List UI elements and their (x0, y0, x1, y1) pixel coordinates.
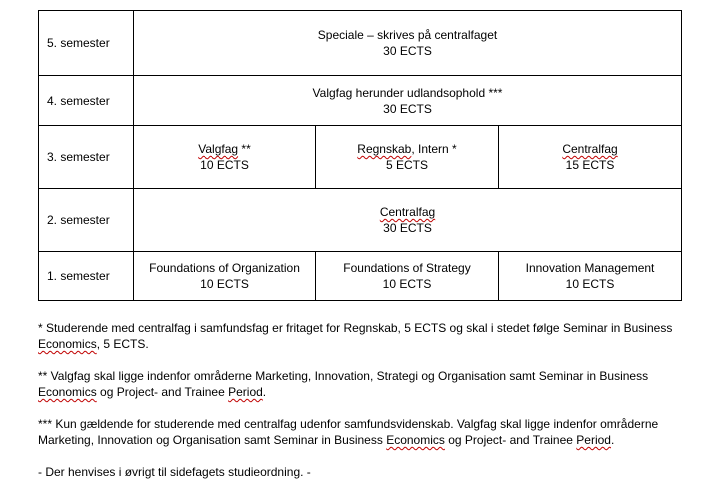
course-cell-foundations-strategy (316, 252, 499, 301)
semester-label: 4. semester (39, 76, 134, 126)
table-row-semester-2 (39, 189, 682, 252)
course-title-word: Centralfag (562, 142, 618, 156)
footnote-flagged-word: Period (576, 433, 611, 447)
table-row-semester-1 (39, 252, 682, 301)
course-cell-foundations-organization (134, 252, 316, 301)
footnote-text: * Studerende med centralfag i samfundsfag er fritaget for Regnskab, 5 ECTS og skal i stedet følge Seminar in Business (38, 321, 673, 335)
footnote-text: *** Kun gældende for studerende med centralfag udenfor samfundsvidenskab. Valgfag skal ligge indenfor områderne Marketing, Innovation og Organisation samt Seminar in Business (38, 417, 659, 447)
course-cell-central-subject (134, 189, 682, 252)
table-row-semester-4 (39, 76, 682, 126)
footnotes (38, 320, 703, 496)
course-ects: 10 ECTS (200, 158, 249, 172)
footnote-flagged-word: Economics (38, 337, 97, 351)
footnote-reference: - Der henvises i øvrigt til sidefagets studieordning. - (38, 465, 311, 479)
table-row-semester-5 (39, 11, 682, 76)
course-title-word: Centralfag (379, 205, 436, 219)
course-cell-central-subject (499, 126, 682, 189)
course-title (499, 141, 681, 157)
course-title (316, 141, 498, 157)
course-title: Foundations of Organization (149, 261, 300, 275)
table-row-semester-3 (39, 126, 682, 189)
footnote-accounting (38, 320, 703, 352)
footnote-text: og Project- and Trainee (444, 433, 577, 447)
footnote-electives (38, 368, 703, 400)
semester-label: 3. semester (39, 126, 134, 189)
course-ects: 5 ECTS (385, 158, 428, 172)
course-title-word: Valgfag (198, 142, 239, 156)
footnote-text: . (610, 433, 615, 447)
footnote-abroad (38, 416, 703, 448)
course-cell-thesis (134, 11, 682, 76)
footnote-flagged-word: Period (228, 385, 263, 399)
course-title: Innovation Management (525, 261, 655, 275)
course-cell-accounting (316, 126, 499, 189)
course-cell-innovation-management (499, 252, 682, 301)
semester-label: 2. semester (39, 189, 134, 252)
course-title (134, 204, 681, 220)
course-ects: 30 ECTS (383, 44, 432, 58)
course-ects: 30 ECTS (383, 101, 432, 116)
course-title: Foundations of Strategy (343, 261, 471, 275)
curriculum-table (38, 10, 682, 301)
footnote-text: , 5 ECTS. (96, 337, 149, 351)
semester-label: 1. semester (39, 252, 134, 301)
course-cell-electives-abroad (134, 76, 682, 126)
course-title: Speciale – skrives på centralfaget (317, 28, 498, 42)
course-ects: 10 ECTS (565, 277, 615, 291)
footnote-text: ** Valgfag skal ligge indenfor områderne Marketing, Innovation, Strategi og Organisation samt Seminar in Business (38, 369, 649, 383)
course-ects: 10 ECTS (200, 277, 249, 291)
footnote-text: . (262, 385, 267, 399)
course-cell-electives (134, 126, 316, 189)
semester-label: 5. semester (39, 11, 134, 76)
course-title-word: Regnskab (357, 142, 412, 156)
course-ects: 15 ECTS (565, 158, 615, 172)
course-title-suffix: , Intern * (411, 142, 457, 156)
course-ects: 10 ECTS (382, 277, 432, 291)
course-ects: 30 ECTS (383, 221, 432, 235)
course-title: Valgfag herunder udlandsophold *** (312, 85, 503, 100)
course-title-suffix: ** (238, 142, 251, 156)
footnote-flagged-word: Economics (386, 433, 445, 447)
footnote-text: og Project- and Trainee (96, 385, 229, 399)
course-title (134, 141, 315, 157)
footnote-flagged-word: Economics (38, 385, 97, 399)
